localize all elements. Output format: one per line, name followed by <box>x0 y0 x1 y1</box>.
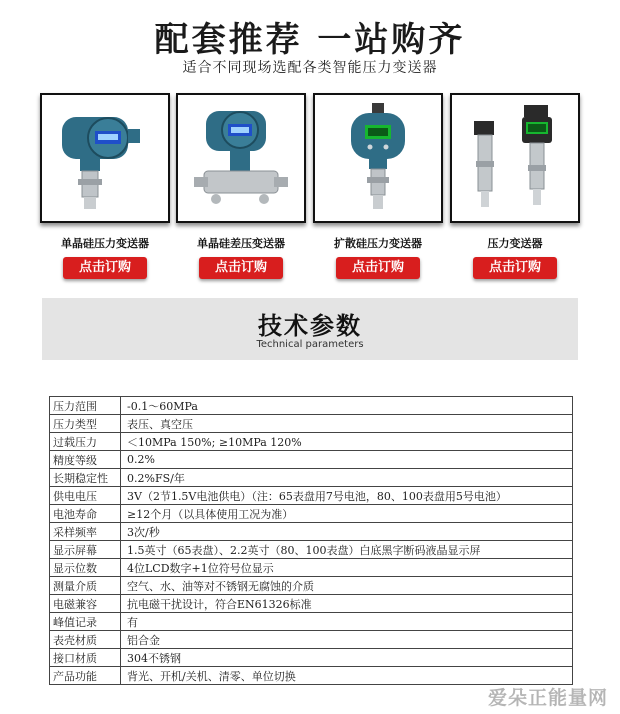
table-row <box>50 559 573 577</box>
spec-value: 表压、真空压 <box>121 415 573 433</box>
compact-pressure-transmitter-icon <box>452 95 578 221</box>
table-row <box>50 469 573 487</box>
spec-value: 有 <box>121 613 573 631</box>
table-row <box>50 631 573 649</box>
product-card <box>313 93 443 279</box>
spec-value: 3V（2节1.5V电池供电）（注：65表盘用7号电池，80、100表盘用5号电池） <box>121 487 573 505</box>
table-row <box>50 505 573 523</box>
spec-label: 显示位数 <box>50 559 121 577</box>
spec-value: ≥12个月（以具体使用工况为准） <box>121 505 573 523</box>
spec-value: 0.2%FS/年 <box>121 469 573 487</box>
order-button[interactable]: 点击订购 <box>473 257 557 279</box>
spec-value: 抗电磁干扰设计，符合EN61326标准 <box>121 595 573 613</box>
product-card <box>450 93 580 279</box>
table-row <box>50 523 573 541</box>
table-row <box>50 433 573 451</box>
section-title: 技术参数 <box>258 312 362 340</box>
spec-value: 304不锈钢 <box>121 649 573 667</box>
product-image-frame[interactable] <box>313 93 443 223</box>
table-row <box>50 595 573 613</box>
spec-value: -0.1～60MPa <box>121 397 573 415</box>
product-card <box>176 93 306 279</box>
spec-label: 电池寿命 <box>50 505 121 523</box>
table-row <box>50 541 573 559</box>
spec-label: 峰值记录 <box>50 613 121 631</box>
spec-label: 长期稳定性 <box>50 469 121 487</box>
table-row <box>50 667 573 685</box>
product-name: 扩散硅压力变送器 <box>334 237 422 250</box>
product-image-frame[interactable] <box>450 93 580 223</box>
spec-value: ＜10MPa 150%; ≥10MPa 120% <box>121 433 573 451</box>
spec-label: 采样频率 <box>50 523 121 541</box>
spec-label: 产品功能 <box>50 667 121 685</box>
table-row <box>50 487 573 505</box>
differential-pressure-transmitter-icon <box>178 95 304 221</box>
product-image-frame[interactable] <box>176 93 306 223</box>
spec-label: 过载压力 <box>50 433 121 451</box>
product-gallery <box>40 93 580 283</box>
spec-label: 压力类型 <box>50 415 121 433</box>
watermark: 爱朵正能量网 <box>487 687 608 709</box>
spec-value: 空气、水、油等对不锈钢无腐蚀的介质 <box>121 577 573 595</box>
section-header <box>42 298 578 360</box>
spec-value: 3次/秒 <box>121 523 573 541</box>
order-button[interactable]: 点击订购 <box>336 257 420 279</box>
spec-value: 铝合金 <box>121 631 573 649</box>
product-name: 压力变送器 <box>487 237 543 250</box>
spec-label: 接口材质 <box>50 649 121 667</box>
spec-value: 1.5英寸（65表盘）、2.2英寸（80、100表盘）白底黑字断码液晶显示屏 <box>121 541 573 559</box>
section-subtitle: Technical parameters <box>256 339 364 350</box>
spec-value: 0.2% <box>121 451 573 469</box>
spec-value: 背光、开机/关机、清零、单位切换 <box>121 667 573 685</box>
spec-label: 电磁兼容 <box>50 595 121 613</box>
spec-label: 供电电压 <box>50 487 121 505</box>
spec-label: 压力范围 <box>50 397 121 415</box>
table-row <box>50 613 573 631</box>
table-row <box>50 577 573 595</box>
diffused-silicon-transmitter-icon <box>315 95 441 221</box>
table-row <box>50 649 573 667</box>
table-row <box>50 415 573 433</box>
table-row <box>50 451 573 469</box>
spec-label: 测量介质 <box>50 577 121 595</box>
order-button[interactable]: 点击订购 <box>199 257 283 279</box>
spec-label: 精度等级 <box>50 451 121 469</box>
spec-label: 表壳材质 <box>50 631 121 649</box>
page-title: 配套推荐 一站购齐 <box>154 20 466 60</box>
product-image-frame[interactable] <box>40 93 170 223</box>
product-card <box>40 93 170 279</box>
product-name: 单晶硅差压变送器 <box>197 237 285 250</box>
spec-label: 显示屏幕 <box>50 541 121 559</box>
product-name: 单晶硅压力变送器 <box>61 237 149 250</box>
spec-table <box>49 396 573 685</box>
spec-value: 4位LCD数字+1位符号位显示 <box>121 559 573 577</box>
page-subtitle: 适合不同现场选配各类智能压力变送器 <box>182 60 438 76</box>
order-button[interactable]: 点击订购 <box>63 257 147 279</box>
table-row <box>50 397 573 415</box>
pressure-transmitter-icon <box>42 95 168 221</box>
